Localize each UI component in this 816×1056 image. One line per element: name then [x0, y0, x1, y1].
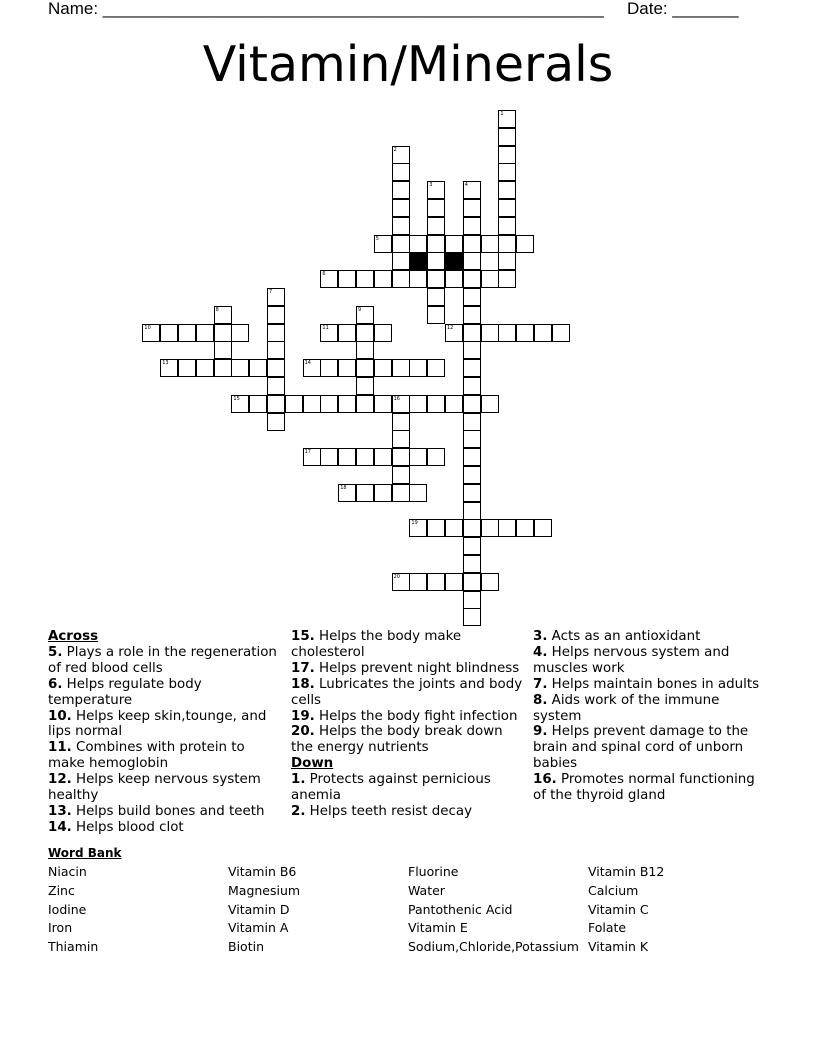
cell-number: 12 [447, 324, 454, 331]
cell-number: 13 [162, 360, 169, 367]
cell-number: 16 [393, 395, 400, 402]
crossword-cell[interactable] [463, 519, 481, 537]
word-bank-item: Sodium,Chloride,Potassium [408, 939, 579, 955]
crossword-cell[interactable] [267, 395, 285, 413]
clue-number: 4. [533, 644, 548, 660]
crossword-cell[interactable] [392, 199, 410, 217]
clue-down-7 [533, 677, 763, 693]
crossword-cell[interactable] [338, 324, 356, 342]
crossword-cell[interactable] [463, 341, 481, 359]
crossword-cell[interactable] [534, 324, 552, 342]
clue-down-9 [533, 724, 763, 772]
crossword-cell[interactable] [320, 448, 338, 466]
clue-down-16 [533, 772, 763, 804]
crossword-cell[interactable] [463, 413, 481, 431]
clue-text: Helps prevent damage to the brain and spinal cord of unborn babies [533, 724, 749, 772]
crossword-cell[interactable] [178, 324, 196, 342]
crossword-cell[interactable] [552, 324, 570, 342]
crossword-cell[interactable] [392, 181, 410, 199]
clue-text: Acts as an antioxidant [551, 629, 701, 644]
clue-text: Lubricates the joints and body cells [291, 676, 523, 708]
crossword-cell[interactable] [392, 395, 410, 413]
word-bank-column-1 [48, 863, 98, 957]
cell-number: 8 [215, 306, 219, 313]
clue-text: Promotes normal functioning of the thyroid gland [533, 772, 755, 804]
clue-across-20 [291, 724, 523, 756]
word-bank-item: Vitamin E [408, 920, 468, 936]
crossword-cell[interactable] [463, 235, 481, 253]
crossword-cell[interactable] [338, 270, 356, 288]
crossword-cell[interactable] [463, 537, 481, 555]
crossword-cell[interactable] [498, 324, 516, 342]
crossword-cell[interactable] [338, 448, 356, 466]
crossword-cell[interactable] [498, 181, 516, 199]
clue-text: Helps prevent night blindness [319, 660, 520, 676]
crossword-cell[interactable] [481, 395, 499, 413]
crossword-cell[interactable] [427, 395, 445, 413]
word-bank-item: Fluorine [408, 864, 459, 879]
crossword-cell[interactable] [356, 395, 374, 413]
crossword-cell[interactable] [463, 430, 481, 448]
word-bank-item: Water [408, 882, 445, 898]
page-title: Vitamin/Minerals [202, 36, 614, 93]
crossword-cell[interactable] [267, 413, 285, 431]
crossword-cell[interactable] [445, 519, 463, 537]
crossword-cell[interactable] [214, 359, 232, 377]
word-bank-item: Vitamin K [588, 939, 649, 955]
crossword-cell[interactable] [445, 270, 463, 288]
crossword-cell[interactable] [427, 448, 445, 466]
clue-number: 3. [533, 629, 548, 644]
crossword-cell[interactable] [427, 573, 445, 591]
crossword-cell[interactable] [463, 466, 481, 484]
crossword-cell[interactable] [267, 341, 285, 359]
crossword-cell[interactable] [463, 270, 481, 288]
crossword-cell[interactable] [498, 235, 516, 253]
crossword-cell[interactable] [356, 324, 374, 342]
clue-number: 6. [48, 676, 63, 692]
crossword-cell[interactable] [463, 306, 481, 324]
crossword-cell[interactable] [320, 359, 338, 377]
clues-column-1 [48, 629, 280, 836]
date-line[interactable]: Date: _______ [627, 0, 739, 18]
crossword-cell[interactable] [196, 324, 214, 342]
clue-number: 5. [48, 644, 63, 660]
crossword-cell[interactable] [338, 395, 356, 413]
crossword-cell[interactable] [516, 235, 534, 253]
clue-number: 20. [291, 724, 315, 740]
crossword-cell[interactable] [463, 288, 481, 306]
word-bank-item: Biotin [228, 939, 264, 955]
word-bank-item: Calcium [588, 882, 639, 898]
across-heading: Across [48, 629, 99, 644]
crossword-cell[interactable] [498, 252, 516, 270]
clue-number: 18. [291, 676, 315, 692]
crossword-cell[interactable] [160, 324, 178, 342]
crossword-cell[interactable] [427, 288, 445, 306]
crossword-cell[interactable] [320, 270, 338, 288]
crossword-cell[interactable] [427, 252, 445, 270]
crossword-cell[interactable] [392, 359, 410, 377]
word-bank-item: Magnesium [228, 882, 301, 898]
crossword-cell[interactable] [392, 252, 410, 270]
clue-text: Helps the body fight infection [319, 708, 518, 724]
crossword-cell[interactable] [303, 359, 321, 377]
crossword-cell[interactable] [427, 199, 445, 217]
cell-number: 14 [304, 360, 311, 367]
crossword-cell[interactable] [463, 217, 481, 235]
crossword-cell[interactable] [463, 591, 481, 609]
crossword-cell[interactable] [374, 324, 392, 342]
crossword-cell[interactable] [338, 484, 356, 502]
cell-number: 5 [375, 235, 379, 242]
crossword-cell[interactable] [231, 359, 249, 377]
crossword-cell[interactable] [303, 448, 321, 466]
word-bank-item: Vitamin D [228, 901, 290, 917]
clue-down-2 [291, 804, 523, 820]
crossword-cell[interactable] [409, 573, 427, 591]
crossword-cell[interactable] [178, 359, 196, 377]
clue-text: Helps maintain bones in adults [551, 676, 760, 692]
cell-number: 1 [500, 111, 504, 117]
crossword-cell[interactable] [409, 395, 427, 413]
crossword-cell[interactable] [374, 359, 392, 377]
clue-across-17 [291, 661, 523, 677]
crossword-cell[interactable] [356, 377, 374, 395]
clue-number: 16. [533, 772, 557, 788]
clue-number: 8. [533, 692, 548, 708]
crossword-cell[interactable] [356, 306, 374, 324]
clue-text: Helps nervous system and muscles work [533, 644, 730, 676]
crossword-cell[interactable] [498, 146, 516, 164]
crossword-cell[interactable] [374, 448, 392, 466]
clue-text: Helps keep nervous system healthy [48, 772, 261, 804]
crossword-cell[interactable] [160, 359, 178, 377]
crossword-cell[interactable] [463, 181, 481, 199]
crossword-cell[interactable] [463, 502, 481, 520]
crossword-cell[interactable] [267, 359, 285, 377]
crossword-cell[interactable] [427, 235, 445, 253]
crossword-cell[interactable] [392, 466, 410, 484]
word-bank-column-2 [228, 863, 300, 957]
crossword-cell[interactable] [392, 573, 410, 591]
crossword-cell[interactable] [409, 484, 427, 502]
crossword-cell[interactable] [392, 413, 410, 431]
crossword-cell[interactable] [463, 448, 481, 466]
clue-text: Helps regulate body temperature [48, 676, 202, 708]
clue-across-13 [48, 804, 280, 820]
word-bank-column-3 [408, 863, 579, 957]
clue-text: Aids work of the immune system [533, 692, 720, 724]
clues-column-2 [291, 629, 523, 820]
crossword-cell[interactable] [463, 324, 481, 342]
crossword-cell[interactable] [498, 199, 516, 217]
crossword-cell[interactable] [249, 359, 267, 377]
crossword-cell[interactable] [142, 324, 160, 342]
clue-number: 15. [291, 629, 315, 644]
crossword-cell[interactable] [498, 519, 516, 537]
word-bank-item: Iron [48, 920, 73, 936]
crossword-cell[interactable] [356, 270, 374, 288]
crossword-cell[interactable] [463, 252, 481, 270]
crossword-cell[interactable] [267, 324, 285, 342]
clue-number: 17. [291, 660, 315, 676]
clue-across-18 [291, 677, 523, 709]
crossword-cell[interactable] [427, 519, 445, 537]
clue-number: 1. [291, 772, 306, 788]
clue-text: Helps the body make cholesterol [291, 629, 462, 660]
crossword-cell[interactable] [214, 306, 232, 324]
crossword-cell[interactable] [427, 217, 445, 235]
clue-text: Helps the body break down the energy nutrients [291, 724, 503, 756]
cell-number: 9 [358, 306, 362, 313]
clue-down-4 [533, 645, 763, 677]
crossword-cell[interactable] [498, 128, 516, 146]
clue-across-10 [48, 709, 280, 741]
crossword-cell[interactable] [392, 270, 410, 288]
crossword-cell[interactable] [463, 573, 481, 591]
crossword-cell[interactable] [338, 359, 356, 377]
clue-text: Protects against pernicious anemia [291, 772, 491, 804]
crossword-cell[interactable] [498, 110, 516, 128]
clue-number: 7. [533, 676, 548, 692]
crossword-cell[interactable] [392, 484, 410, 502]
clue-number: 14. [48, 819, 72, 835]
cell-number: 18 [340, 484, 347, 491]
clue-text: Plays a role in the regeneration of red blood cells [48, 644, 277, 676]
name-line[interactable]: Name: _____________________________________________________ [48, 0, 604, 18]
word-bank-item: Vitamin C [588, 901, 649, 917]
crossword-cell[interactable] [534, 519, 552, 537]
crossword-black-cell [409, 252, 427, 270]
crossword-cell[interactable] [498, 270, 516, 288]
crossword-cell[interactable] [516, 519, 534, 537]
clue-text: Helps keep skin,tounge, and lips normal [48, 708, 267, 740]
clue-across-14 [48, 820, 280, 836]
clue-number: 10. [48, 708, 72, 724]
crossword-cell[interactable] [356, 341, 374, 359]
crossword-cell[interactable] [516, 324, 534, 342]
crossword-cell[interactable] [356, 359, 374, 377]
clue-text: Helps teeth resist decay [309, 803, 473, 819]
crossword-cell[interactable] [374, 270, 392, 288]
clue-text: Helps build bones and teeth [76, 803, 265, 819]
clue-across-6 [48, 677, 280, 709]
crossword-cell[interactable] [392, 217, 410, 235]
word-bank-column-4 [588, 863, 664, 957]
word-bank-item: Zinc [48, 882, 75, 898]
crossword-cell[interactable] [481, 573, 499, 591]
clue-number: 2. [291, 803, 306, 819]
crossword-cell[interactable] [481, 519, 499, 537]
crossword-cell[interactable] [409, 270, 427, 288]
crossword-cell[interactable] [285, 395, 303, 413]
clue-across-11 [48, 740, 280, 772]
cell-number: 2 [393, 146, 397, 153]
crossword-cell[interactable] [392, 448, 410, 466]
clue-text: Helps blood clot [76, 819, 184, 835]
word-bank-item: Iodine [48, 901, 87, 917]
crossword-cell[interactable] [481, 235, 499, 253]
crossword-cell[interactable] [481, 324, 499, 342]
crossword-cell[interactable] [445, 395, 463, 413]
crossword-cell[interactable] [445, 235, 463, 253]
crossword-cell[interactable] [320, 395, 338, 413]
word-bank-item: Thiamin [48, 939, 99, 955]
word-bank-item: Pantothenic Acid [408, 901, 513, 917]
crossword-cell[interactable] [374, 235, 392, 253]
word-bank-title: Word Bank [48, 846, 122, 860]
crossword-black-cell [445, 252, 463, 270]
crossword-cell[interactable] [445, 573, 463, 591]
crossword-cell[interactable] [409, 359, 427, 377]
crossword-cell[interactable] [463, 359, 481, 377]
crossword-cell[interactable] [214, 341, 232, 359]
crossword-cell[interactable] [463, 484, 481, 502]
clue-across-15 [291, 629, 523, 661]
clue-text: Combines with protein to make hemoglobin [48, 740, 245, 772]
clue-number: 11. [48, 740, 72, 756]
clue-across-19 [291, 709, 523, 725]
down-heading: Down [291, 756, 334, 772]
clues-column-3 [533, 629, 763, 804]
crossword-cell[interactable] [249, 395, 267, 413]
crossword-cell[interactable] [320, 324, 338, 342]
cell-number: 20 [393, 573, 400, 580]
crossword-cell[interactable] [463, 395, 481, 413]
crossword-cell[interactable] [267, 377, 285, 395]
crossword-cell[interactable] [231, 324, 249, 342]
clue-number: 13. [48, 803, 72, 819]
crossword-cell[interactable] [463, 377, 481, 395]
crossword-cell[interactable] [498, 163, 516, 181]
clue-number: 12. [48, 772, 72, 788]
crossword-cell[interactable] [392, 235, 410, 253]
clue-number: 19. [291, 708, 315, 724]
crossword-cell[interactable] [356, 448, 374, 466]
clue-number: 9. [533, 724, 548, 740]
crossword-cell[interactable] [374, 395, 392, 413]
crossword-cell[interactable] [196, 359, 214, 377]
crossword-cell[interactable] [392, 163, 410, 181]
crossword-cell[interactable] [214, 324, 232, 342]
clue-across-12 [48, 772, 280, 804]
crossword-cell[interactable] [267, 288, 285, 306]
crossword-cell[interactable] [498, 217, 516, 235]
crossword-cell[interactable] [427, 270, 445, 288]
crossword-cell[interactable] [427, 306, 445, 324]
crossword-cell[interactable] [356, 484, 374, 502]
cell-number: 11 [322, 324, 329, 331]
cell-number: 19 [411, 520, 418, 527]
crossword-cell[interactable] [427, 181, 445, 199]
crossword-cell[interactable] [231, 395, 249, 413]
crossword-cell[interactable] [481, 270, 499, 288]
clue-across-5 [48, 645, 280, 677]
cell-number: 17 [304, 449, 311, 456]
crossword-cell[interactable] [303, 395, 321, 413]
word-bank-item: Vitamin B6 [228, 864, 297, 879]
cell-number: 10 [144, 324, 151, 331]
crossword-cell[interactable] [463, 555, 481, 573]
crossword-cell[interactable] [445, 324, 463, 342]
crossword-cell[interactable] [392, 146, 410, 164]
cell-number: 15 [233, 395, 240, 402]
word-bank-item: Niacin [48, 864, 87, 879]
clue-down-8 [533, 693, 763, 725]
cell-number: 4 [464, 182, 468, 189]
crossword-cell[interactable] [392, 430, 410, 448]
word-bank-item: Folate [588, 920, 627, 936]
crossword-cell[interactable] [427, 359, 445, 377]
cell-number: 3 [429, 182, 433, 189]
cell-number: 6 [322, 271, 326, 278]
crossword-cell[interactable] [409, 448, 427, 466]
crossword-cell[interactable] [409, 235, 427, 253]
crossword-cell[interactable] [463, 199, 481, 217]
crossword-cell[interactable] [463, 608, 481, 626]
clue-down-1 [291, 772, 523, 804]
word-bank-item: Vitamin A [228, 920, 289, 936]
word-bank-item: Vitamin B12 [588, 864, 665, 879]
crossword-cell[interactable] [409, 519, 427, 537]
crossword-cell[interactable] [374, 484, 392, 502]
crossword-cell[interactable] [267, 306, 285, 324]
cell-number: 7 [269, 289, 273, 295]
clue-down-3 [533, 629, 763, 645]
